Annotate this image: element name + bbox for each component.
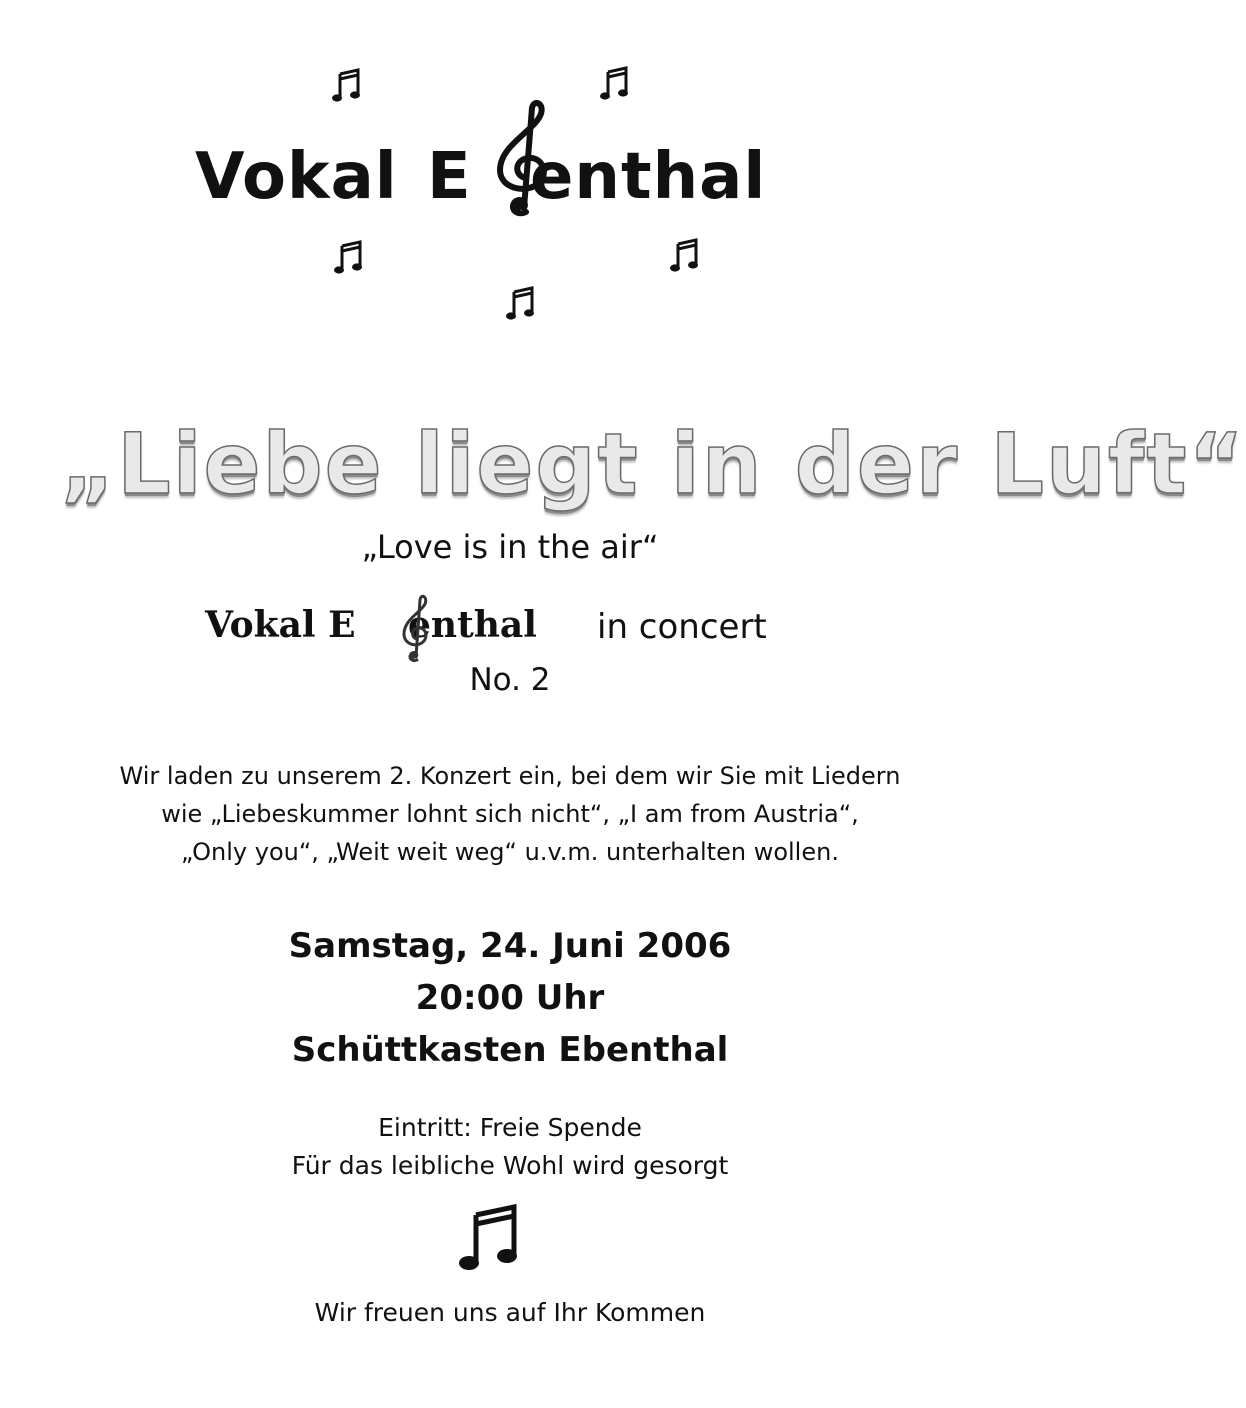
concert-suffix: in concert bbox=[597, 607, 767, 647]
entry-info: Eintritt: Freie Spende bbox=[378, 1113, 642, 1142]
treble-clef-small-icon bbox=[398, 594, 432, 664]
invitation-line: wie „Liebeskummer lohnt sich nicht“, „I am from Austria“, bbox=[161, 800, 859, 828]
invitation-text bbox=[0, 757, 1020, 871]
music-note-icon bbox=[332, 70, 362, 104]
concert-name-part1: Vokal E bbox=[205, 604, 356, 646]
subtitle: „Love is in the air“ bbox=[361, 528, 659, 566]
logo-word-enthal: enthal bbox=[530, 140, 767, 214]
music-note-icon bbox=[334, 242, 364, 276]
music-note-icon bbox=[670, 240, 700, 274]
invitation-line: „Only you“, „Weit weit weg“ u.v.m. unterhalten wollen. bbox=[181, 838, 839, 866]
event-time: 20:00 Uhr bbox=[415, 978, 605, 1018]
music-note-icon bbox=[600, 68, 630, 102]
beamed-eighth-notes-icon bbox=[458, 1205, 520, 1275]
headline: „Liebe liegt in der Luft“ bbox=[60, 415, 1246, 513]
treble-clef-icon bbox=[488, 100, 558, 220]
invitation-line: Wir laden zu unserem 2. Konzert ein, bei dem wir Sie mit Liedern bbox=[119, 762, 901, 790]
logo bbox=[195, 140, 775, 230]
concert-number: No. 2 bbox=[469, 662, 551, 698]
logo-letter-e: E bbox=[427, 140, 472, 214]
closing-text: Wir freuen uns auf Ihr Kommen bbox=[314, 1298, 706, 1327]
logo-word-vokal: Vokal bbox=[195, 140, 398, 214]
concert-name-part2: enthal bbox=[408, 604, 537, 646]
music-note-icon bbox=[506, 288, 536, 322]
catering-info: Für das leibliche Wohl wird gesorgt bbox=[291, 1151, 729, 1180]
event-venue: Schüttkasten Ebenthal bbox=[291, 1030, 729, 1070]
event-date: Samstag, 24. Juni 2006 bbox=[288, 926, 732, 966]
